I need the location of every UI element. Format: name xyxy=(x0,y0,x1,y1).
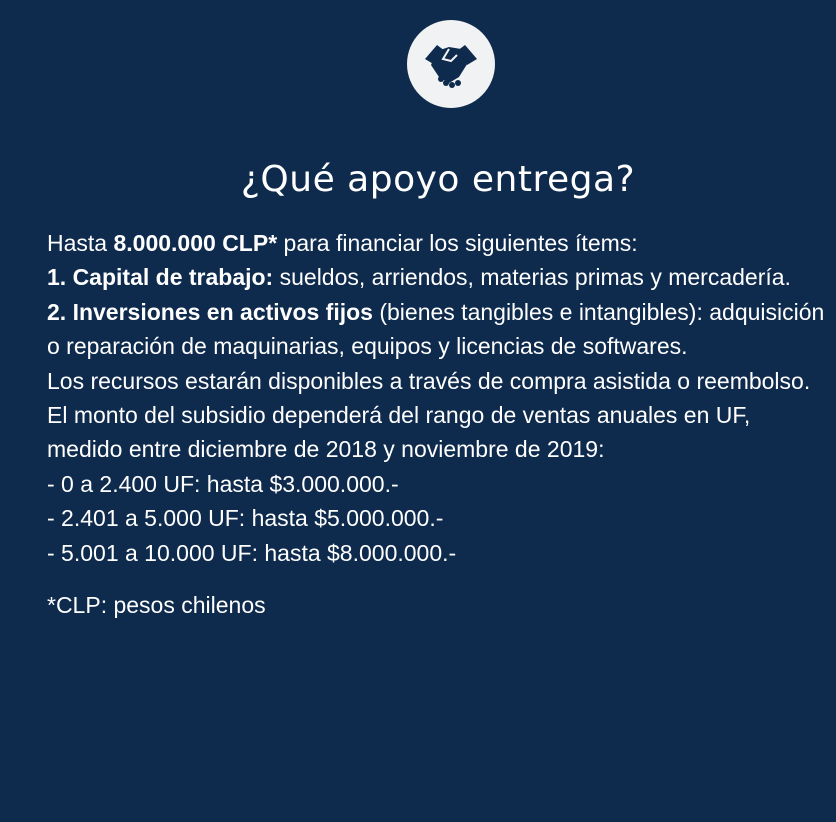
item-inversiones-text: (bienes tangibles e intangibles): adquisición o reparación de maquinarias, equipos y licencias de softwares. xyxy=(47,298,825,360)
item-inversiones xyxy=(47,295,829,364)
icon-disc xyxy=(407,20,495,108)
item-inversiones-label: 2. Inversiones en activos fijos xyxy=(47,298,373,325)
intro-prefix: Hasta xyxy=(47,230,114,256)
footnote: *CLP: pesos chilenos xyxy=(47,592,266,619)
range-item: - 2.401 a 5.000 UF: hasta $5.000.000.- xyxy=(47,505,444,532)
intro-paragraph xyxy=(47,226,829,260)
range-item: - 0 a 2.400 UF: hasta $3.000.000.- xyxy=(47,470,399,497)
icon-wrapper xyxy=(395,20,507,108)
item-capital xyxy=(47,260,829,294)
item-capital-text: sueldos, arriendos, materias primas y mercadería. xyxy=(273,264,791,291)
intro-suffix: para financiar los siguientes ítems: xyxy=(277,230,638,256)
page-title: ¿Qué apoyo entrega? xyxy=(240,159,636,200)
intro-amount: 8.000.000 CLP* xyxy=(113,230,278,256)
handshake-icon xyxy=(421,37,481,91)
range-item: - 5.001 a 10.000 UF: hasta $8.000.000.- xyxy=(47,539,457,566)
content-body xyxy=(47,226,829,622)
resources-paragraph: Los recursos estarán disponibles a través de compra asistida o reembolso. xyxy=(47,367,811,394)
subsidy-paragraph: El monto del subsidio dependerá del rango de ventas anuales en UF, medido entre diciembre de 2018 y noviembre de 2019: xyxy=(47,402,751,463)
item-capital-label: 1. Capital de trabajo: xyxy=(47,264,274,291)
